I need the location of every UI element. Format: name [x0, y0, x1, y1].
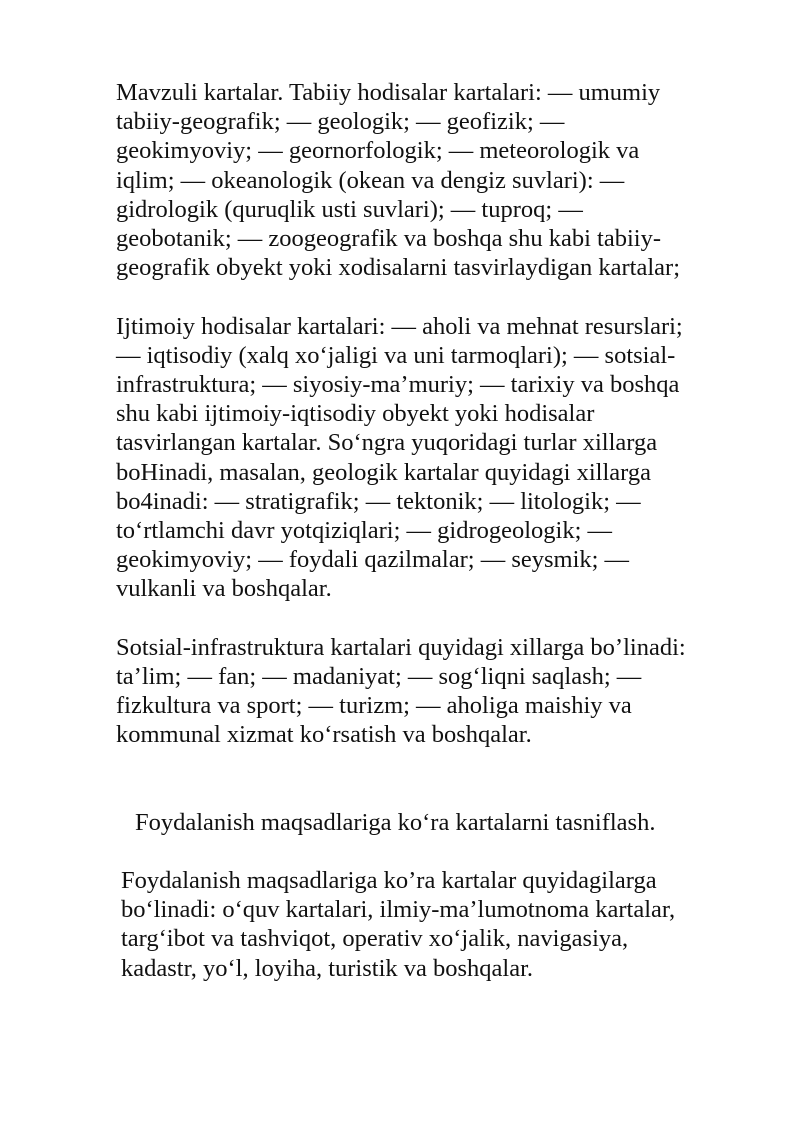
- paragraph-purpose-classification: Foydalanish maqsadlariga ko’ra kartalar quyidagilarga bo‘linadi: o‘quv kartalari, ilmiy-ma’lumotnoma kartalar, targ‘ibot va tashviqot, operativ xo‘jalik, navigasiya, kadastr, yo‘l, loyiha, turistik va boshqalar.: [121, 867, 676, 982]
- paragraph-infrastructure-maps: Sotsial-infrastruktura kartalari quyidagi xillarga bo’linadi: ta’lim; — fan; — madaniyat; — sog‘liqni saqlash; — fizkultura va sport; — turizm; — aholiga maishiy va kommunal xizmat ko‘rsatish va boshqalar.: [116, 633, 686, 749]
- section-heading: Foydalanish maqsadlariga ko‘ra kartalarni tasniflash.: [135, 808, 656, 836]
- paragraph-thematic-maps: Mavzuli kartalar. Tabiiy hodisalar kartalari: — umumiy tabiiy-geografik; — geologik; — geofizik; — geokimyoviy; — geornorfologik; — meteorologik va iqlim; — okeanologik (okean va dengiz suvlari): — gidrologik (quruqlik usti suvlari); — tuproq; — geobotanik; — zoogeografik va boshqa shu kabi tabiiy- geografik obyekt yoki xodisalarni tasvirlaydigan kartalar;: [116, 79, 681, 282]
- paragraph-social-maps: Ijtimoiy hodisalar kartalari: — aholi va mehnat resurslari; — iqtisodiy (xalq xo‘jaligi va uni tarmoqlari); — sotsial- infrastruktura; — siyosiy-ma’muriy; — tarixiy va boshqa shu kabi ijtimoiy-iqtisodiy obyekt yoki hodisalar tasvirlangan kartalar. So‘ngra yuqoridagi turlar xillarga boHinadi, masalan, geologik kartalar quyidagi xillarga bo4inadi: — stratigrafik; — tektonik; — litologik; — to‘rtlamchi davr yotqiziqlari; — gidrogeologik; — geokimyoviy; — foydali qazilmalar; — seysmik; — vulkanli va boshqalar.: [116, 312, 683, 603]
- document-page: [116, 78, 746, 1012]
